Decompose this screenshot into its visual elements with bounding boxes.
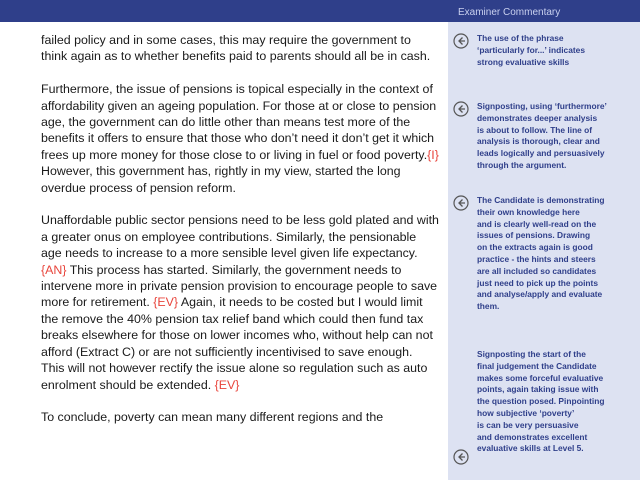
header-bar [0, 0, 448, 22]
commentary-text: Signposting, using ‘furthermore’ demonstrates deeper analysis is about to follow. The line of analysis is thorough, clear and leads logically and persuasively through the argument. [477, 101, 607, 170]
essay-body [41, 32, 439, 442]
commentary-header [448, 0, 640, 22]
commentary-text: The use of the phrase ‘particularly for...’ indicates strong evaluative skills [477, 33, 585, 67]
essay-paragraph: Furthermore, the issue of pensions is topical especially in the context of affordability given an ageing population. For those at or close to pension age, the government can do little other than means test more of the benefits it offers to ensure that those who don’t need it don’t get it which frees up more money for those close to or living in fuel or food poverty.{I} However, this government has, rightly in my view, started the long overdue process of pension reform. [41, 82, 439, 195]
left-arrow-circle-icon [453, 195, 469, 211]
essay-paragraph: To conclude, poverty can mean many different regions and the [41, 410, 384, 425]
essay-paragraph: Unaffordable public sector pensions need to be less gold plated and with a greater onus on employee contributions. Similarly, the pensionable age needs to increase to a more sensible level given life expectancy. {AN} This process has started. Similarly, the government needs to intervene more in private pension provision to encourage people to save more for retirement. {EV} Again, it needs to be costed but I would limit the remove the 40% pension tax relief band which could then fund tax breaks elsewhere for those on lower incomes who, without help can not afford (Extract C) or are not sufficiently incentivised to save enough. This will not however rectify the issue alone so regulation such as auto enrolment should be extended. {EV} [41, 213, 439, 392]
skill-tag: {EV} [214, 377, 240, 392]
left-arrow-circle-icon [453, 33, 469, 49]
left-arrow-circle-icon [453, 101, 469, 117]
commentary-title: Examiner Commentary [458, 7, 561, 18]
commentary-text: Signposting the start of the final judgement the Candidate makes some forceful evaluative points, again taking issue with the question posed. Pinpointing how subjective ‘poverty’ is can be very persuasive and demonstrates excellent evaluative skills at Level 5. [477, 349, 605, 454]
commentary-text: The Candidate is demonstrating their own knowledge here and is clearly well-read on the issues of pensions. Drawing on the extracts again is good practice - the hints and steers are all included so candidates just need to pick up the points and analyse/apply and evaluate them. [477, 195, 605, 312]
skill-tag: {EV} [153, 295, 179, 310]
left-arrow-circle-icon [453, 449, 469, 465]
skill-tag: {I} [427, 147, 439, 162]
skill-tag: {AN} [41, 262, 67, 277]
essay-paragraph: failed policy and in some cases, this may require the government to think again as to whether benefits paid to parents should all be in cash. [41, 33, 431, 64]
